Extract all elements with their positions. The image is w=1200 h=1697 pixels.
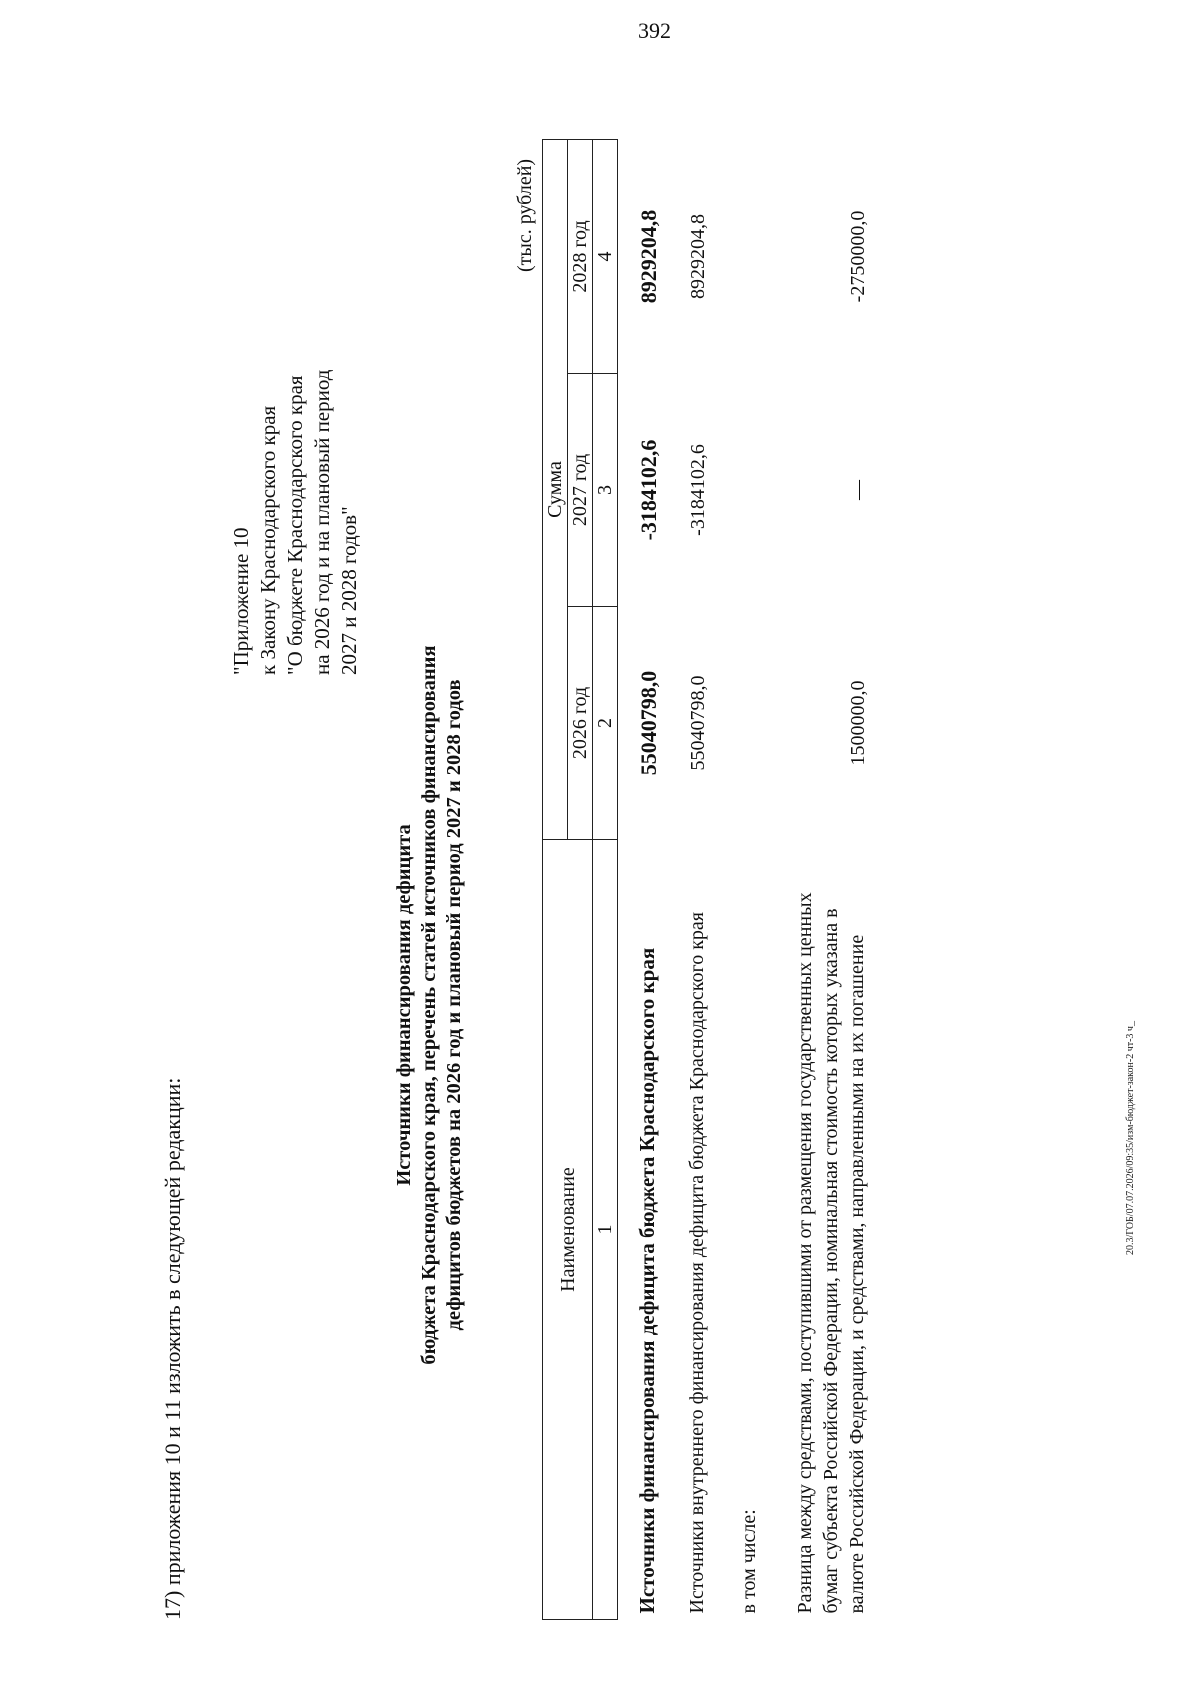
row-value-2028: 8929204,8 (687, 214, 709, 299)
appendix-line: на 2026 год и на плановый период (310, 369, 334, 675)
row-value-2026: 1500000,0 (847, 680, 869, 766)
header-year-2028: 2028 год (568, 139, 593, 373)
row-value-2027: -3184102,6 (636, 439, 661, 541)
header-year-2027: 2027 год (568, 374, 593, 607)
document-title (392, 390, 467, 1620)
header-name: Наименование (543, 840, 593, 1620)
row-value-2028: 8929204,8 (636, 209, 661, 304)
row-value-2027: — (847, 480, 869, 500)
rotated-document-body (160, 140, 1100, 1620)
appendix-line: к Закону Краснодарского края (256, 405, 280, 675)
table-row-securities-difference (762, 139, 870, 1619)
table-row-including (710, 139, 762, 1619)
row-value-2026: 55040798,0 (636, 670, 661, 776)
appendix-line: "О бюджете Краснодарского края (283, 375, 307, 675)
header-year-2026: 2026 год (568, 607, 593, 840)
document-footer-code: 20.3/ГОБ/07.07.2026/09:35/изм-бюджет-закон-2 чт-3 ч_ (1125, 1021, 1136, 1255)
units-label: (тыс. рублей) (514, 158, 536, 272)
row-name: в том числе: (738, 1509, 760, 1614)
row-value-2026: 55040798,0 (687, 675, 709, 771)
table-row-total (618, 139, 663, 1619)
budget-sources-table (542, 139, 870, 1620)
amendment-intro-text: 17) приложения 10 и 11 изложить в следующей редакции: (160, 1077, 185, 1620)
title-line: бюджета Краснодарского края, перечень статей источников финансирования (418, 645, 440, 1365)
page-number: 392 (638, 18, 671, 43)
appendix-reference-block (228, 155, 363, 675)
header-col-number-3: 3 (593, 374, 618, 607)
header-col-number-1: 1 (593, 840, 618, 1620)
row-name: Разница между средствами, поступившими от размещения государственных ценных бумаг субъекта Российской Федерации, номинальная стоимость которых указана в валюте Российской Федерации, и средствами, направленными на их погашение (794, 892, 868, 1614)
header-col-number-2: 2 (593, 607, 618, 840)
row-value-2028: -2750000,0 (847, 210, 869, 303)
row-name: Источники финансирования дефицита бюджета Краснодарского края (635, 947, 659, 1614)
header-col-number-4: 4 (593, 139, 618, 373)
title-line: дефицитов бюджетов на 2026 год и плановый период 2027 и 2028 годов (443, 679, 465, 1331)
appendix-line: "Приложение 10 (229, 527, 253, 675)
appendix-line: 2027 и 2028 годов" (337, 506, 361, 675)
table-row-domestic-sources (662, 139, 710, 1619)
title-line: Источники финансирования дефицита (393, 824, 415, 1186)
row-value-2027: -3184102,6 (687, 444, 709, 536)
header-sum: Сумма (543, 139, 568, 839)
row-name: Источники внутреннего финансирования дефицита бюджета Краснодарского края (686, 912, 708, 1614)
